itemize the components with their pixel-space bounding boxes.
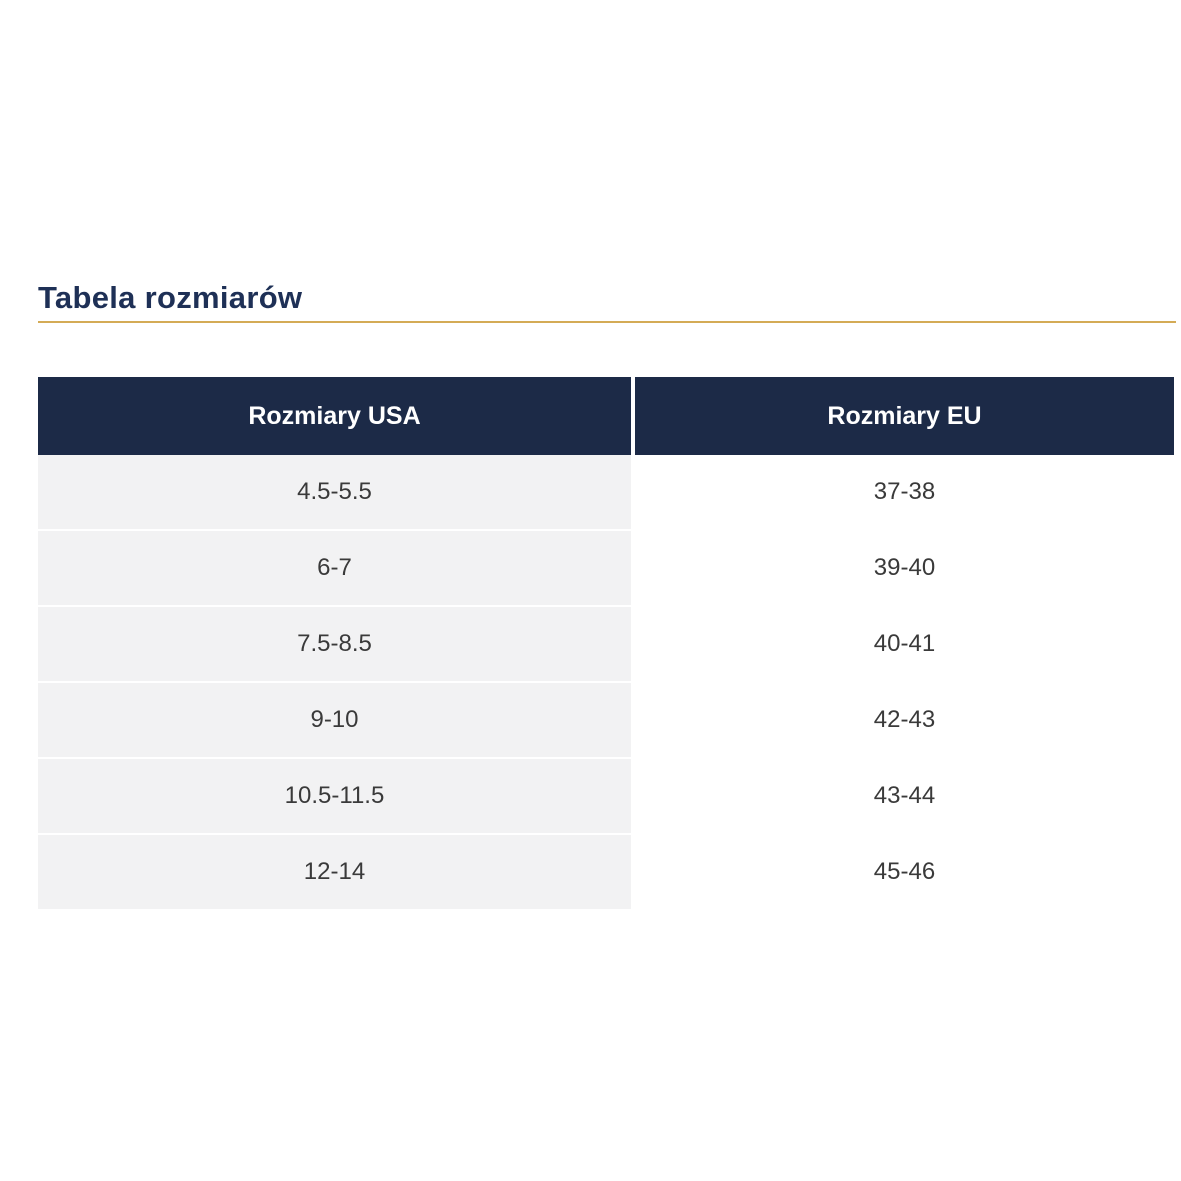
gold-divider-line xyxy=(38,321,1176,323)
table-cell-usa: 9-10 xyxy=(38,683,631,759)
table-cell-eu: 40-41 xyxy=(631,607,1174,683)
table-row xyxy=(38,683,1174,759)
table-header-eu: Rozmiary EU xyxy=(631,377,1174,455)
table-header-row xyxy=(38,377,1174,455)
table-row xyxy=(38,835,1174,911)
table-cell-eu: 43-44 xyxy=(631,759,1174,835)
size-table xyxy=(38,377,1174,911)
table-header-usa: Rozmiary USA xyxy=(38,377,631,455)
table-row xyxy=(38,455,1174,531)
table-cell-eu: 45-46 xyxy=(631,835,1174,911)
table-row xyxy=(38,759,1174,835)
table-cell-eu: 37-38 xyxy=(631,455,1174,531)
table-cell-usa: 10.5-11.5 xyxy=(38,759,631,835)
table-cell-usa: 6-7 xyxy=(38,531,631,607)
table-row xyxy=(38,607,1174,683)
table-row xyxy=(38,531,1174,607)
page-title: Tabela rozmiarów xyxy=(38,279,303,315)
table-cell-usa: 12-14 xyxy=(38,835,631,911)
table-cell-eu: 39-40 xyxy=(631,531,1174,607)
table-cell-usa: 7.5-8.5 xyxy=(38,607,631,683)
table-cell-eu: 42-43 xyxy=(631,683,1174,759)
table-cell-usa: 4.5-5.5 xyxy=(38,455,631,531)
